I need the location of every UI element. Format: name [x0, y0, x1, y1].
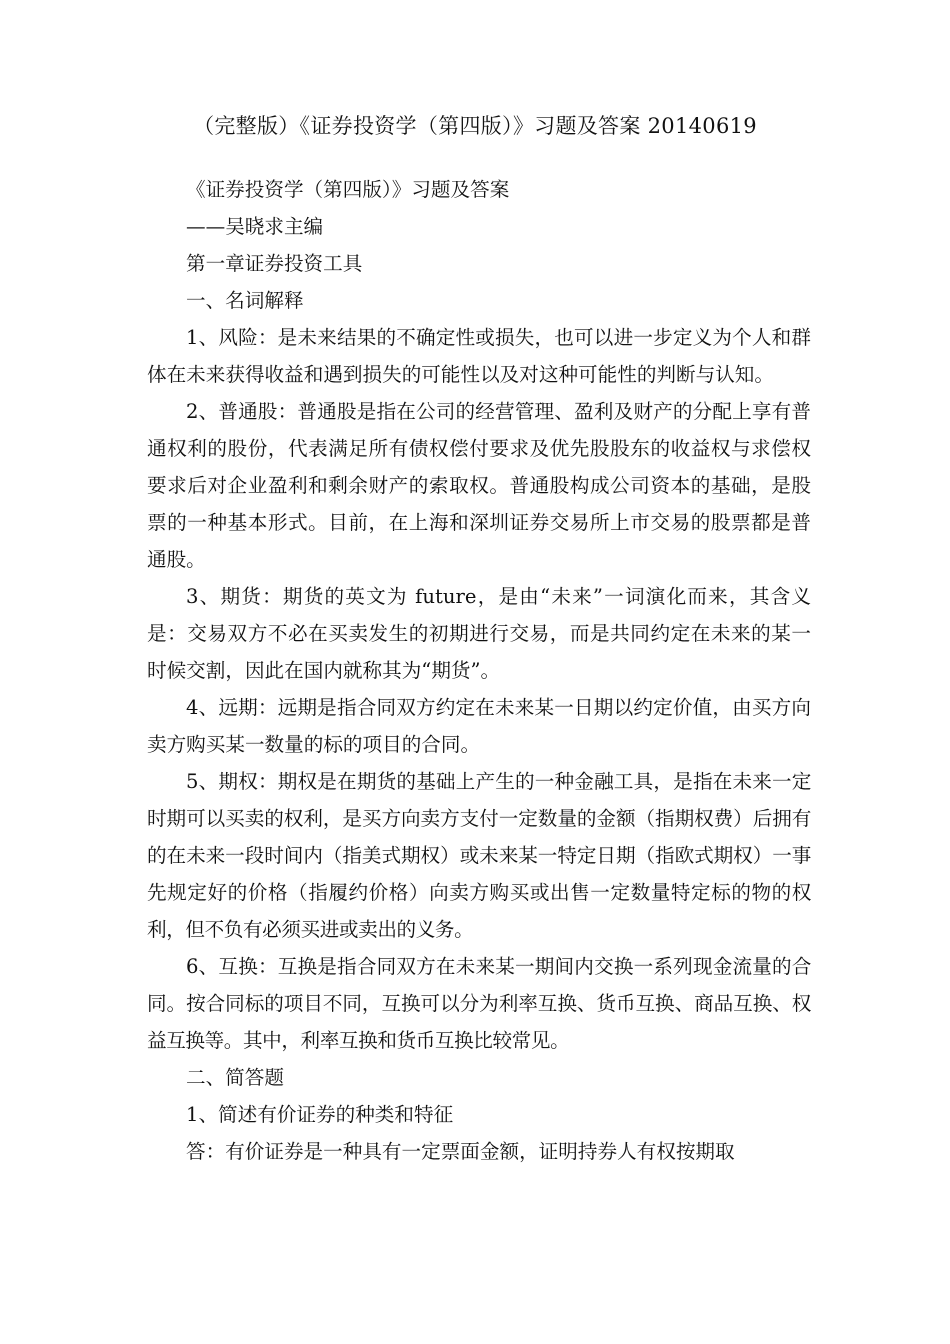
section-heading-definitions: 一、名词解释 [186, 289, 304, 312]
term-forward: 4、远期：远期是指合同双方约定在未来某一日期以约定价值，由买方向卖方购买某一数量的标的项目的合同。 [147, 696, 811, 756]
term-risk: 1、风险：是未来结果的不确定性或损失，也可以进一步定义为个人和群体在未来获得收益和遇到损失的可能性以及对这种可能性的判断与认知。 [147, 326, 811, 386]
document-body [147, 171, 811, 1170]
document-title: （完整版）《证券投资学（第四版）》习题及答案 20140619 [193, 114, 757, 138]
term-common-stock: 2、普通股：普通股是指在公司的经营管理、盈利及财产的分配上享有普通权利的股份，代表满足所有债权偿付要求及优先股股东的收益权与求偿权要求后对企业盈利和剩余财产的索取权。普通股构成公司资本的基础，是股票的一种基本形式。目前，在上海和深圳证券交易所上市交易的股票都是普通股。 [147, 400, 811, 571]
chapter-heading: 第一章证券投资工具 [186, 252, 363, 275]
term-option: 5、期权：期权是在期货的基础上产生的一种金融工具，是指在未来一定时期可以买卖的权利，是买方向卖方支付一定数量的金额（指期权费）后拥有的在未来一段时间内（指美式期权）或未来某一特定日期（指欧式期权）一事先规定好的价格（指履约价格）向卖方购买或出售一定数量特定标的物的权利，但不负有必须买进或卖出的义务。 [147, 770, 811, 941]
term-futures: 3、期货：期货的英文为 future，是由“未来”一词演化而来，其含义是：交易双方不必在买卖发生的初期进行交易，而是共同约定在未来的某一时候交割，因此在国内就称其为“期货”。 [147, 585, 811, 682]
section-heading-short-answer: 二、简答题 [186, 1066, 284, 1089]
answer-1: 答：有价证券是一种具有一定票面金额，证明持券人有权按期取 [186, 1140, 735, 1163]
term-swap: 6、互换：互换是指合同双方在未来某一期间内交换一系列现金流量的合同。按合同标的项目不同，互换可以分为利率互换、货币互换、商品互换、权益互换等。其中，利率互换和货币互换比较常见。 [147, 955, 811, 1052]
editor-line: ——吴晓求主编 [186, 215, 324, 238]
book-title: 《证券投资学（第四版）》习题及答案 [186, 178, 510, 201]
question-1: 1、简述有价证券的种类和特征 [186, 1103, 454, 1126]
